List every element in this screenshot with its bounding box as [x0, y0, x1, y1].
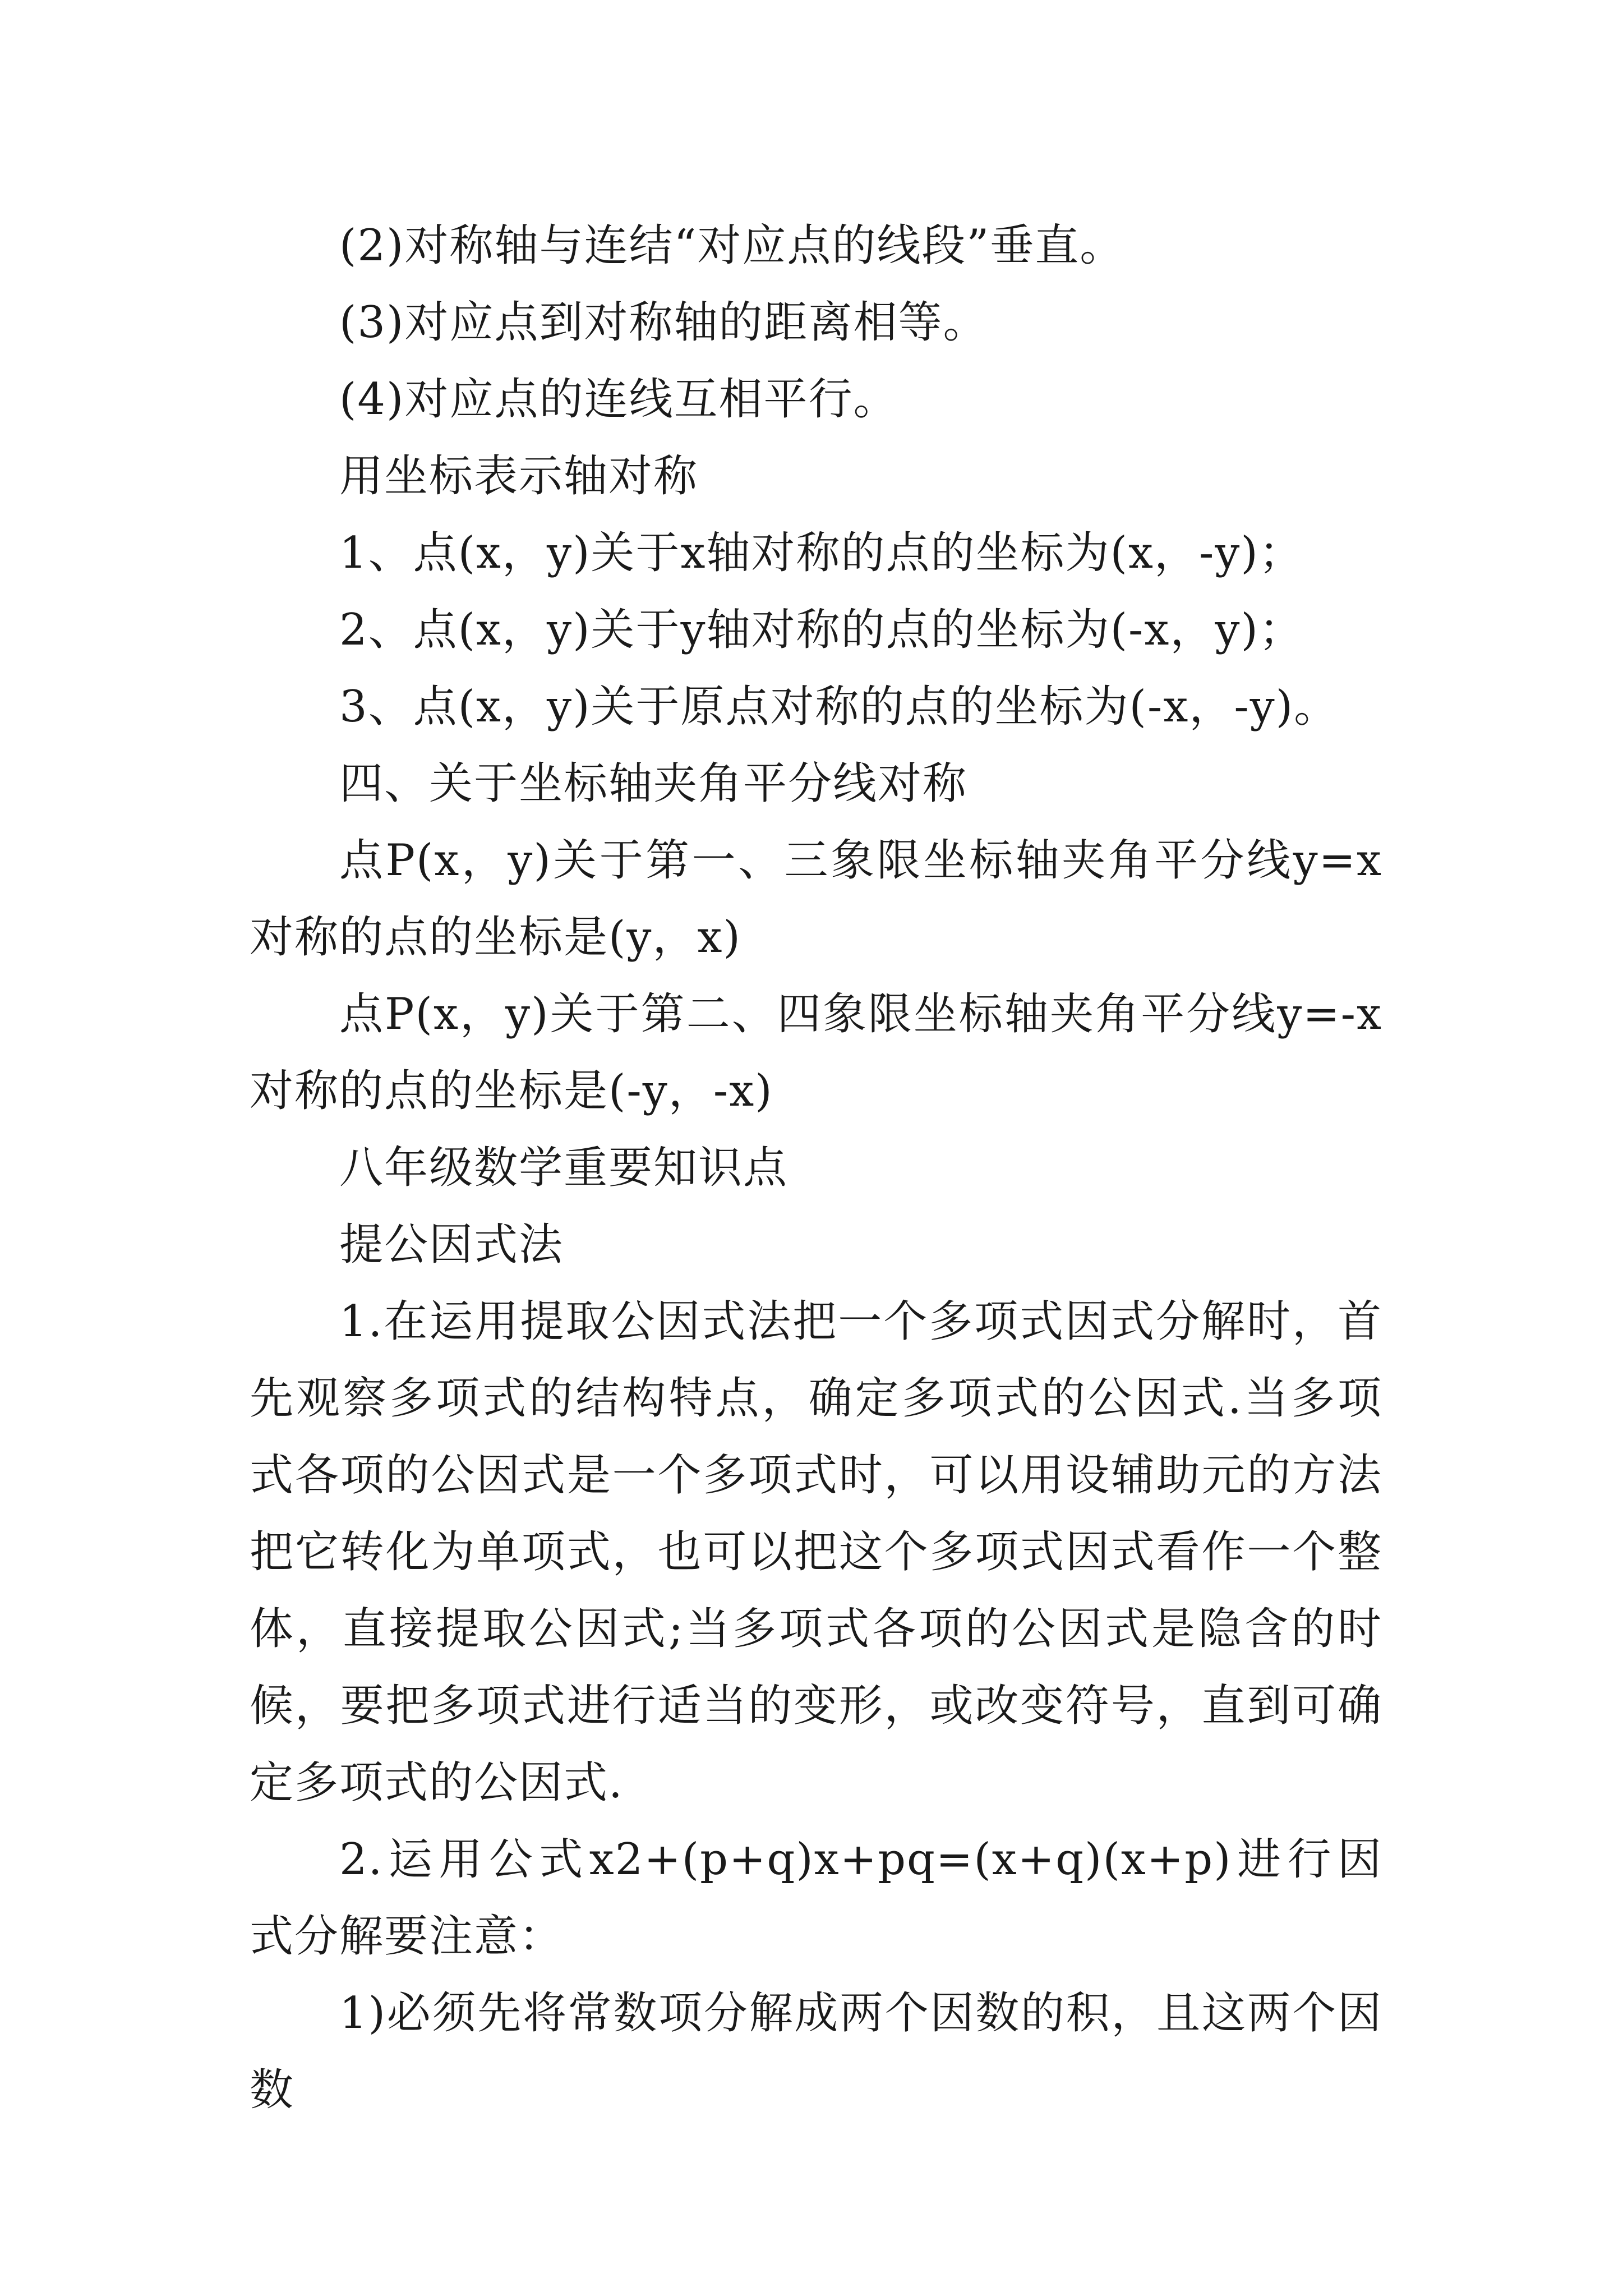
- paragraph-note-1: 1)必须先将常数项分解成两个因数的积，且这两个因数: [250, 1988, 1382, 2115]
- paragraph-common-factor-1: 1.在运用提取公因式法把一个多项式因式分解时，首先观察多项式的结构特点，确定多项式的公因式.当多项式各项的公因式是一个多项式时，可以用设辅助元的方法把它转化为单项式，也可以把这个多项式因式看作一个整体，直接提取公因式;当多项式各项的公因式是隐含的时候，要把多项式进行适当的变形，或改变符号，直到可确定多项式的公因式.: [250, 1296, 1382, 1808]
- paragraph-x-axis-symmetry: 1、点(x，y)关于x轴对称的点的坐标为(x，-y)；: [339, 528, 1304, 578]
- paragraph-property-2: (2)对称轴与连结“对应点的线段”垂直。: [339, 220, 1125, 271]
- section-heading-coordinates: 用坐标表示轴对称: [339, 451, 699, 501]
- section-heading-common-factor: 提公因式法: [339, 1220, 564, 1270]
- section-heading-bisector: 四、关于坐标轴夹角平分线对称: [339, 758, 968, 809]
- paragraph-origin-symmetry: 3、点(x，y)关于原点对称的点的坐标为(-x，-y)。: [339, 682, 1339, 732]
- paragraph-property-3: (3)对应点到对称轴的距离相等。: [339, 297, 988, 348]
- document-body: [250, 208, 1382, 2129]
- paragraph-formula-2: 2.运用公式x2+(p+q)x+pq=(x+q)(x+p)进行因式分解要注意：: [250, 1834, 1382, 1962]
- paragraph-property-4: (4)对应点的连线互相平行。: [339, 374, 898, 425]
- paragraph-bisector-1-3: 点P(x，y)关于第一、三象限坐标轴夹角平分线y=x对称的点的坐标是(y，x): [250, 835, 1382, 963]
- paragraph-y-axis-symmetry: 2、点(x，y)关于y轴对称的点的坐标为(-x，y)；: [339, 605, 1304, 655]
- paragraph-bisector-2-4: 点P(x，y)关于第二、四象限坐标轴夹角平分线y=-x对称的点的坐标是(-y，-x): [250, 989, 1382, 1116]
- section-heading-grade8: 八年级数学重要知识点: [339, 1143, 789, 1193]
